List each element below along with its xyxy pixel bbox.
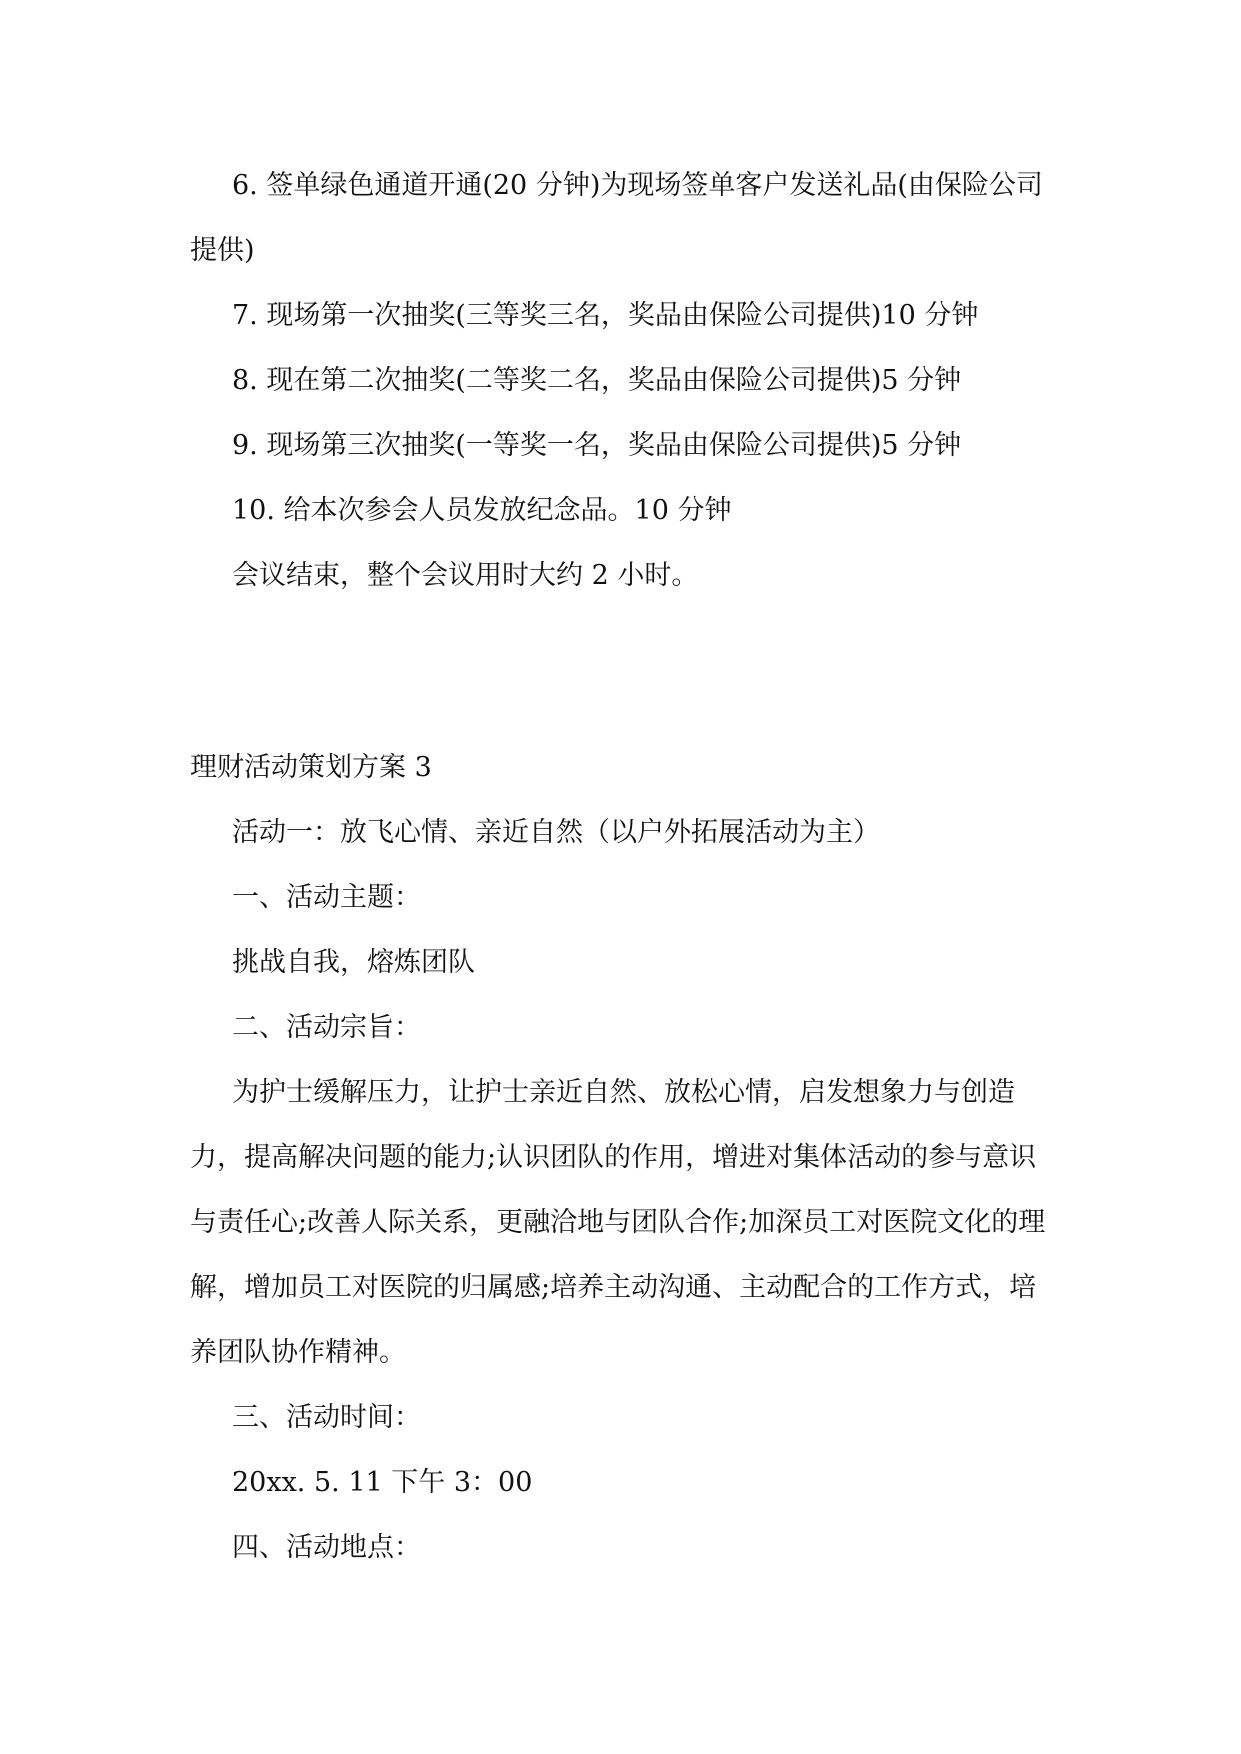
agenda-list (190, 153, 1060, 608)
location-heading: 四、活动地点： (232, 1532, 421, 1563)
agenda-item-8: 8. 现在第二次抽奖(二等奖二名，奖品由保险公司提供)5 分钟 (232, 365, 962, 396)
time-text: 20xx. 5. 11 下午 3：00 (232, 1467, 533, 1498)
agenda-item-6: 6. 签单绿色通道开通(20 分钟)为现场签单客户发送礼品(由保险公司提供) (190, 170, 1043, 266)
purpose-text: 为护士缓解压力，让护士亲近自然、放松心情，启发想象力与创造力，提高解决问题的能力;认识团队的作用，增进对集体活动的参与意识与责任心;改善人际关系，更融洽地与团队合作;加深员工对医院文化的理解，增加员工对医院的归属感;培养主动沟通、主动配合的工作方式，培养团队协作精神。 (190, 1077, 1046, 1368)
theme-text: 挑战自我，熔炼团队 (232, 947, 475, 978)
agenda-item-10: 10. 给本次参会人员发放纪念品。10 分钟 (232, 495, 732, 526)
activity-one-heading: 活动一：放飞心情、亲近自然（以户外拓展活动为主） (232, 817, 880, 848)
section-title: 理财活动策划方案 3 (190, 752, 432, 783)
purpose-heading: 二、活动宗旨： (232, 1012, 421, 1043)
time-heading: 三、活动时间： (232, 1402, 421, 1433)
meeting-end-note: 会议结束，整个会议用时大约 2 小时。 (232, 560, 699, 591)
plan-section (190, 735, 1060, 1580)
agenda-item-9: 9. 现场第三次抽奖(一等奖一名，奖品由保险公司提供)5 分钟 (232, 430, 962, 461)
agenda-item-7: 7. 现场第一次抽奖(三等奖三名，奖品由保险公司提供)10 分钟 (232, 300, 979, 331)
theme-heading: 一、活动主题： (232, 882, 421, 913)
